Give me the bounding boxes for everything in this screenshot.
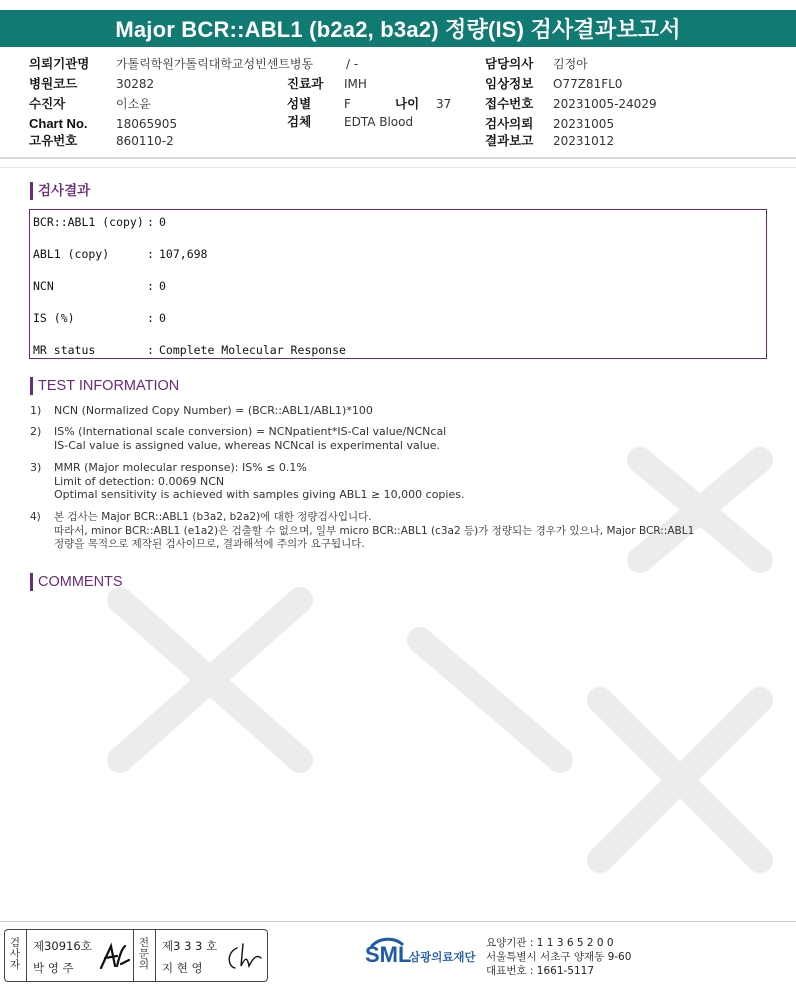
institution-value: 가톨릭학원가톨릭대학교성빈센트병동 bbox=[116, 57, 314, 71]
clinical-label: 임상정보 bbox=[485, 76, 534, 91]
examiner-name: 박 영 주 bbox=[33, 961, 74, 975]
institution-label: 의뢰기관명 bbox=[29, 56, 90, 71]
item-line: 따라서, minor BCR::ABL1 (e1a2)은 검출할 수 없으며, 일부 micro BCR::ABL1 (c3a2 등)가 정량되는 경우가 있으나, Major BCR::ABL1 bbox=[54, 524, 695, 537]
specialist-label bbox=[136, 938, 152, 971]
item-number: 2) bbox=[30, 425, 42, 438]
patient-value: 이소윤 bbox=[116, 97, 151, 111]
label-char: 전 bbox=[138, 937, 150, 949]
label-char: 문 bbox=[138, 948, 150, 960]
ward-value: / - bbox=[346, 57, 359, 71]
comments-heading: COMMENTS bbox=[30, 573, 123, 591]
item-number: 4) bbox=[30, 511, 41, 523]
request-value: 20231005 bbox=[553, 117, 615, 131]
item-number: 3) bbox=[30, 461, 42, 474]
result-colon: : bbox=[147, 343, 154, 357]
header-divider bbox=[0, 157, 796, 159]
specialist-signature-icon bbox=[223, 940, 263, 974]
item-line: Optimal sensitivity is achieved with samples giving ABL1 ≥ 10,000 copies. bbox=[54, 488, 465, 501]
examiner-signature-icon bbox=[97, 940, 131, 974]
logo-text: SML bbox=[365, 942, 412, 967]
result-colon: : bbox=[147, 311, 154, 325]
result-value: 0 bbox=[159, 215, 166, 229]
clinical-value: O77Z81FL0 bbox=[553, 77, 623, 91]
result-key: BCR::ABL1 (copy) bbox=[33, 215, 144, 229]
age-label: 나이 bbox=[395, 96, 420, 111]
examiner-label bbox=[7, 938, 23, 971]
sex-label: 성별 bbox=[287, 96, 312, 111]
specialist-name: 지 현 영 bbox=[162, 961, 203, 975]
sex-value: F bbox=[344, 97, 351, 111]
box-divider bbox=[26, 930, 27, 981]
item-line: IS-Cal value is assigned value, whereas NCNcal is experimental value. bbox=[54, 438, 441, 452]
result-colon: : bbox=[147, 279, 154, 293]
department-label: 진료과 bbox=[287, 76, 324, 91]
result-value: 0 bbox=[159, 279, 166, 293]
item-number: 1) bbox=[30, 404, 42, 417]
header-divider-2 bbox=[0, 167, 796, 168]
phone: 대표번호 : 1661-5117 bbox=[486, 965, 595, 977]
doctor-label: 담당의사 bbox=[485, 56, 534, 71]
result-key: MR status bbox=[33, 343, 96, 357]
specimen-value: EDTA Blood bbox=[344, 115, 414, 129]
chart-value: 18065905 bbox=[116, 117, 178, 131]
results-heading: 검사결과 bbox=[30, 182, 90, 200]
item-line: IS% (International scale conversion) = NCNpatient*IS-Cal value/NCNcal bbox=[54, 425, 447, 438]
result-key: ABL1 (copy) bbox=[33, 247, 110, 261]
patient-label: 수진자 bbox=[29, 96, 66, 111]
specimen-label: 검체 bbox=[287, 114, 312, 129]
result-colon: : bbox=[147, 247, 154, 261]
signature-box bbox=[4, 929, 268, 982]
results-box bbox=[29, 209, 767, 359]
doctor-value: 김정아 bbox=[553, 57, 588, 71]
request-label: 검사의뢰 bbox=[485, 116, 534, 131]
item-line: 정량을 목적으로 제작된 검사이므로, 결과해석에 주의가 요구됩니다. bbox=[54, 538, 365, 550]
item-line: 본 검사는 Major BCR::ABL1 (b3a2, b2a2)에 대한 정량검사입니다. bbox=[54, 511, 372, 523]
item-line: MMR (Major molecular response): IS% ≤ 0.1% bbox=[54, 461, 307, 474]
box-divider bbox=[155, 930, 156, 981]
result-value: Complete Molecular Response bbox=[159, 343, 346, 357]
hospital-code-value: 30282 bbox=[116, 77, 155, 91]
box-divider bbox=[133, 930, 134, 981]
age-value: 37 bbox=[436, 97, 452, 111]
receipt-label: 접수번호 bbox=[485, 96, 534, 111]
institution-code: 요양기관 : 1 1 3 6 5 2 0 0 bbox=[486, 937, 614, 949]
item-line: NCN (Normalized Copy Number) = (BCR::ABL1/ABL1)*100 bbox=[54, 404, 373, 417]
label-char: 자 bbox=[9, 959, 21, 971]
address: 서울특별시 서초구 양재동 9-60 bbox=[486, 951, 632, 963]
unique-label: 고유번호 bbox=[29, 133, 78, 148]
specialist-number: 제3 3 3 호 bbox=[162, 939, 218, 953]
unique-value: 860110-2 bbox=[116, 134, 174, 148]
item-line: Limit of detection: 0.0069 NCN bbox=[54, 474, 225, 488]
result-key: NCN bbox=[33, 279, 54, 293]
chart-label: Chart No. bbox=[29, 116, 88, 131]
report-title: Major BCR::ABL1 (b2a2, b3a2) 정량(IS) 검사결과보고서 bbox=[0, 10, 796, 47]
hospital-code-label: 병원코드 bbox=[29, 76, 78, 91]
report-date-label: 결과보고 bbox=[485, 133, 534, 148]
examiner-number: 제30916호 bbox=[33, 939, 92, 953]
result-value: 107,698 bbox=[159, 247, 208, 261]
report-date-value: 20231012 bbox=[553, 134, 615, 148]
result-key: IS (%) bbox=[33, 311, 75, 325]
result-colon: : bbox=[147, 215, 154, 229]
label-char: 의 bbox=[138, 959, 150, 971]
result-value: 0 bbox=[159, 311, 166, 325]
org-name: 삼광의료재단 bbox=[409, 950, 476, 964]
department-value: IMH bbox=[344, 77, 367, 91]
test-info-heading: TEST INFORMATION bbox=[30, 377, 179, 395]
footer-divider bbox=[0, 921, 796, 922]
label-char: 검 bbox=[9, 937, 21, 949]
receipt-value: 20231005-24029 bbox=[553, 97, 657, 111]
label-char: 사 bbox=[9, 948, 21, 960]
